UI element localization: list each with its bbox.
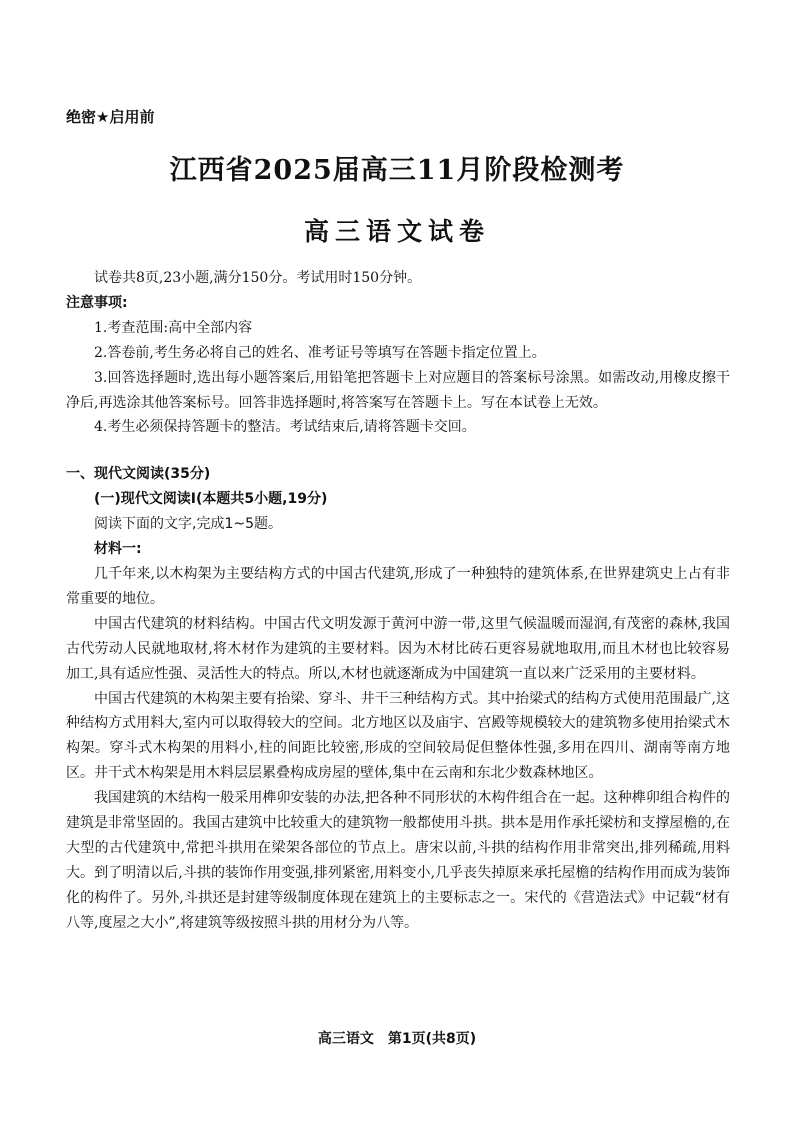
page-footer: 高三语文 第1页(共8页) [317,1031,477,1047]
material-label: 材料一: [94,541,142,558]
note-item: 4.考生必须保持答题卡的整洁。考试结束后,请将答题卡交回。 [94,419,476,436]
notes-heading: 注意事项: [66,294,128,311]
exam-body [66,266,730,936]
sub-section-heading: (一)现代文阅读Ⅰ(本题共5小题,19分) [94,491,328,508]
passage-paragraph: 我国建筑的木结构一般采用榫卯安装的办法,把各种不同形状的木构件组合在一起。这种榫卯组合构件的建筑是非常坚固的。我国古建筑中比较重大的建筑物一般都使用斗拱。拱本是用作承托梁枋和支撑屋檐的,在大型的古代建筑中,常把斗拱用在梁架各部位的节点上。唐宋以前,斗拱的结构作用非常突出,排列稀疏,用料大。到了明清以后,斗拱的装饰作用变强,排列紧密,用料变小,几乎丧失掉原来承托屋檐的结构作用而成为装饰化的构件了。另外,斗拱还是封建等级制度体现在建筑上的主要标志之一。宋代的《营造法式》中记载“材有八等,度屋之大小”,将建筑等级按照斗拱的用材分为八等。 [66,790,730,931]
passage-paragraph: 中国古代建筑的材料结构。中国古代文明发源于黄河中游一带,这里气候温暖而湿润,有茂密的森林,我国古代劳动人民就地取材,将木材作为建筑的主要材料。因为木材比砖石更容易就地取用,而且木材也比较容易加工,具有适应性强、灵活性大的特点。所以,木材也就逐渐成为中国建筑一直以来广泛采用的主要材料。 [66,615,730,682]
passage-paragraph: 中国古代建筑的木构架主要有抬梁、穿斗、井干三种结构方式。其中抬梁式的结构方式使用范围最广,这种结构方式用料大,室内可以取得较大的空间。北方地区以及庙宇、宫殿等规模较大的建筑物多使用抬梁式木构架。穿斗式木构架的用料小,柱的间距比较密,形成的空间较局促但整体性强,多用在四川、湖南等南方地区。井干式木构架是用木料层层累叠构成房屋的壁体,集中在云南和东北少数森林地区。 [66,690,730,782]
exam-subtitle: 高三语文试卷 [303,217,490,246]
note-item: 2.答卷前,考生务必将自己的姓名、准考证号等填写在答题卡指定位置上。 [94,344,546,361]
spacer [66,440,730,462]
intro-text: 试卷共8页,23小题,满分150分。考试用时150分钟。 [94,270,422,286]
confidential-label: 绝密★启用前 [66,108,155,126]
note-item: 3.回答选择题时,选出每小题答案后,用铅笔把答题卡上对应题目的答案标号涂黑。如需改动,用橡皮擦干净后,再选涂其他答案标号。回答非选择题时,将答案写在答题卡上。写在本试卷上无效。 [66,369,730,411]
passage-paragraph: 几千年来,以木构架为主要结构方式的中国古代建筑,形成了一种独特的建筑体系,在世界建筑史上占有非常重要的地位。 [66,565,730,607]
exam-title: 江西省2025届高三11月阶段检测考 [169,155,625,186]
instruction-text: 阅读下面的文字,完成1~5题。 [94,516,282,533]
section-heading: 一、现代文阅读(35分) [66,466,211,483]
note-item: 1.考查范围:高中全部内容 [94,319,253,336]
